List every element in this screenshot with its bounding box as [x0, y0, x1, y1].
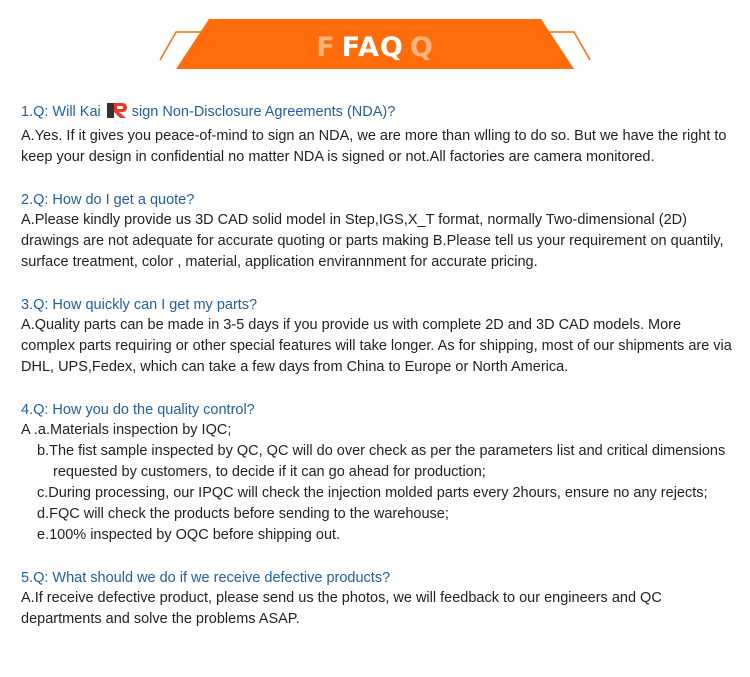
question-text: 1.Q: Will Kai: [21, 104, 101, 120]
faq-answer-5: [21, 588, 736, 630]
answer-text: A.Quality parts can be made in 3-5 days if you provide us with complete 2D and 3D CAD models. More complex parts requiring or other special features will take longer. As for shipping, most of our shipments are via DHL, UPS,Fedex, which can take a few days from China to Europe or North America.: [21, 317, 732, 375]
faq-answer-2: [21, 210, 736, 273]
faq-banner: [0, 0, 750, 100]
faq-list: [21, 101, 736, 652]
faq-answer-3: [21, 315, 736, 378]
faq-item-5: [21, 568, 736, 630]
faq-question-2: 2.Q: How do I get a quote?: [21, 192, 195, 208]
faq-question-1: [21, 101, 736, 126]
faq-item-3: [21, 295, 736, 378]
answer-text: A.If receive defective product, please send us the photos, we will feedback to our engineers and QC departments and solve the problems ASAP.: [21, 590, 662, 627]
faq-item-1: [21, 101, 736, 168]
faq-item-4: [21, 400, 736, 546]
qc-step-a: A .a.Materials inspection by IQC;: [21, 422, 232, 438]
qc-step-c: c.During processing, our IPQC will check the injection molded parts every 2hours, ensure no any rejects;: [37, 485, 708, 501]
banner-ghost-right: Q: [409, 32, 434, 63]
banner-ghost-left: F: [316, 32, 336, 63]
answer-text: A.Please kindly provide us 3D CAD solid model in Step,IGS,X_T format, normally Two-dimensional (2D) drawings are not adequate for accurate quoting or parts making B.Please tell us your requirement on quantily, surface treatment, color , material, application envirannment for accurate pricing.: [21, 212, 724, 270]
qc-step-d: d.FQC will check the products before sending to the warehouse;: [37, 506, 449, 522]
faq-question-4: 4.Q: How you do the quality control?: [21, 402, 255, 418]
faq-answer-4: [21, 420, 736, 546]
kai-logo-icon: [105, 101, 129, 126]
answer-text: A.Yes. If it gives you peace-of-mind to sign an NDA, we are more than wlling to do so. But we have the right to keep your design in confidential no matter NDA is signed or not.All factories are camera monitored.: [21, 128, 727, 165]
qc-step-b-continued: requested by customers, to decide if it can go ahead for production;: [53, 464, 486, 480]
banner-title-text: FAQ: [341, 32, 404, 63]
banner-title: [0, 32, 750, 63]
question-text: sign Non-Disclosure Agreements (NDA)?: [131, 104, 396, 120]
faq-question-5: 5.Q: What should we do if we receive defective products?: [21, 570, 391, 586]
faq-answer-1: [21, 126, 736, 168]
faq-question-3: 3.Q: How quickly can I get my parts?: [21, 297, 258, 313]
faq-item-2: [21, 190, 736, 273]
qc-step-e: e.100% inspected by OQC before shipping out.: [37, 527, 341, 543]
qc-step-b: b.The fist sample inspected by QC, QC will do over check as per the parameters list and critical dimensions: [37, 443, 726, 459]
